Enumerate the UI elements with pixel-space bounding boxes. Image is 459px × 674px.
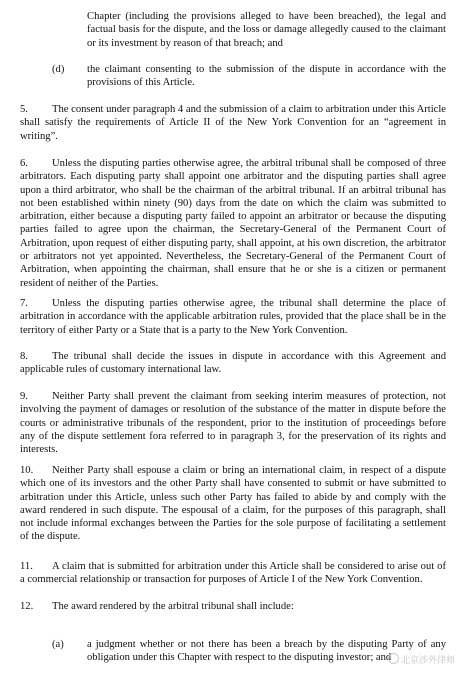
watermark — [388, 653, 455, 666]
item-a-marker: (a) — [52, 639, 64, 650]
paragraph-text: Neither Party shall prevent the claimant from seeking interim measures of protection, not involving the payment of damages or resolution of the substance of the matter in dispute before the courts or administrative tribunals of the respondent, prior to the institution of proceedings before any of the dispute settlement fora referred to in paragraph 3, for the preservation of its rights and interests. — [20, 391, 446, 456]
paragraph-text: Unless the disputing parties otherwise agree, the tribunal shall determine the place of arbitration in accordance with the applicable arbitration rules, provided that the place shall be in the territory of either Party or a State that is a party to the New York Convention. — [20, 298, 446, 336]
paragraph-text: The tribunal shall decide the issues in dispute in accordance with this Agreement and applicable rules of customary international law. — [20, 351, 446, 376]
item-d-text: the claimant consenting to the submission of the dispute in accordance with the provisions of this Article. — [87, 64, 446, 89]
wechat-logo-icon — [388, 653, 399, 664]
paragraph-9 — [20, 390, 446, 456]
paragraph-text: The award rendered by the arbitral tribunal shall include: — [52, 601, 294, 612]
paragraph-number: 5. — [20, 104, 28, 115]
paragraph-number: 9. — [20, 391, 28, 402]
paragraph-10 — [20, 464, 446, 544]
item-a-text: a judgment whether or not there has been a breach by the disputing Party of any obligation under this Chapter with respect to the disputing investor; and — [87, 639, 446, 664]
paragraph-text: A claim that is submitted for arbitration under this Article shall be considered to arise out of a commercial relationship or transaction for purposes of Article I of the New York Convention. — [20, 561, 446, 586]
paragraph-text: The consent under paragraph 4 and the submission of a claim to arbitration under this Article shall satisfy the requirements of Article II of the New York Convention for an “agreement in writing”. — [20, 104, 446, 142]
paragraph-6 — [20, 157, 446, 290]
paragraph-11 — [20, 560, 446, 587]
paragraph-number: 11. — [20, 561, 33, 572]
paragraph-number: 7. — [20, 298, 28, 309]
paragraph-number: 12. — [20, 601, 34, 612]
paragraph-12 — [20, 600, 446, 613]
paragraph-text: Unless the disputing parties otherwise agree, the arbitral tribunal shall be composed of three arbitrators. Each disputing party shall appoint one arbitrator and the disputing parties shall agree upon a third arbitrator, who shall be the chairman of the arbitral tribunal. If an arbitral tribunal has not been established within ninety (90) days from the date on which the claim was submitted to arbitration, either because a disputing party failed to appoint an arbitrator or because the disputing parties failed to agree upon the chairman, the Secretary-General of the Permanent Court of Arbitration, upon request of either disputing party, shall appoint, at his own discretion, the arbitrator or arbitrators not yet appointed. Nevertheless, the Secretary-General of the Permanent Court of Arbitration, when appointing the chairman, shall ensure that he or she is a citizen or permanent resident of neither of the Parties. — [20, 158, 446, 289]
paragraph-number: 6. — [20, 158, 28, 169]
watermark-text: 北京涉外律师 — [400, 656, 455, 666]
paragraph-8 — [20, 350, 446, 377]
paragraph-number: 8. — [20, 351, 28, 362]
paragraph-text: Neither Party shall espouse a claim or bring an international claim, in respect of a dispute which one of its investors and the other Party shall have consented to submit or have submitted to arbitration under this Article, unless such other Party has failed to abide by and comply with the award rendered in such dispute. The espousal of a claim, for the purposes of this paragraph, shall not include informal exchanges between the Parties for the sole purpose of facilitating a settlement of the dispute. — [20, 465, 446, 543]
item-c-continuation: Chapter (including the provisions alleged to have been breached), the legal and factual basis for the dispute, and the loss or damage allegedly caused to the claimant or its investment by reason of that breach; and — [87, 11, 446, 49]
paragraph-number: 10. — [20, 465, 34, 476]
paragraph-5 — [20, 103, 446, 143]
paragraph-7 — [20, 297, 446, 337]
item-d-marker: (d) — [52, 64, 65, 75]
